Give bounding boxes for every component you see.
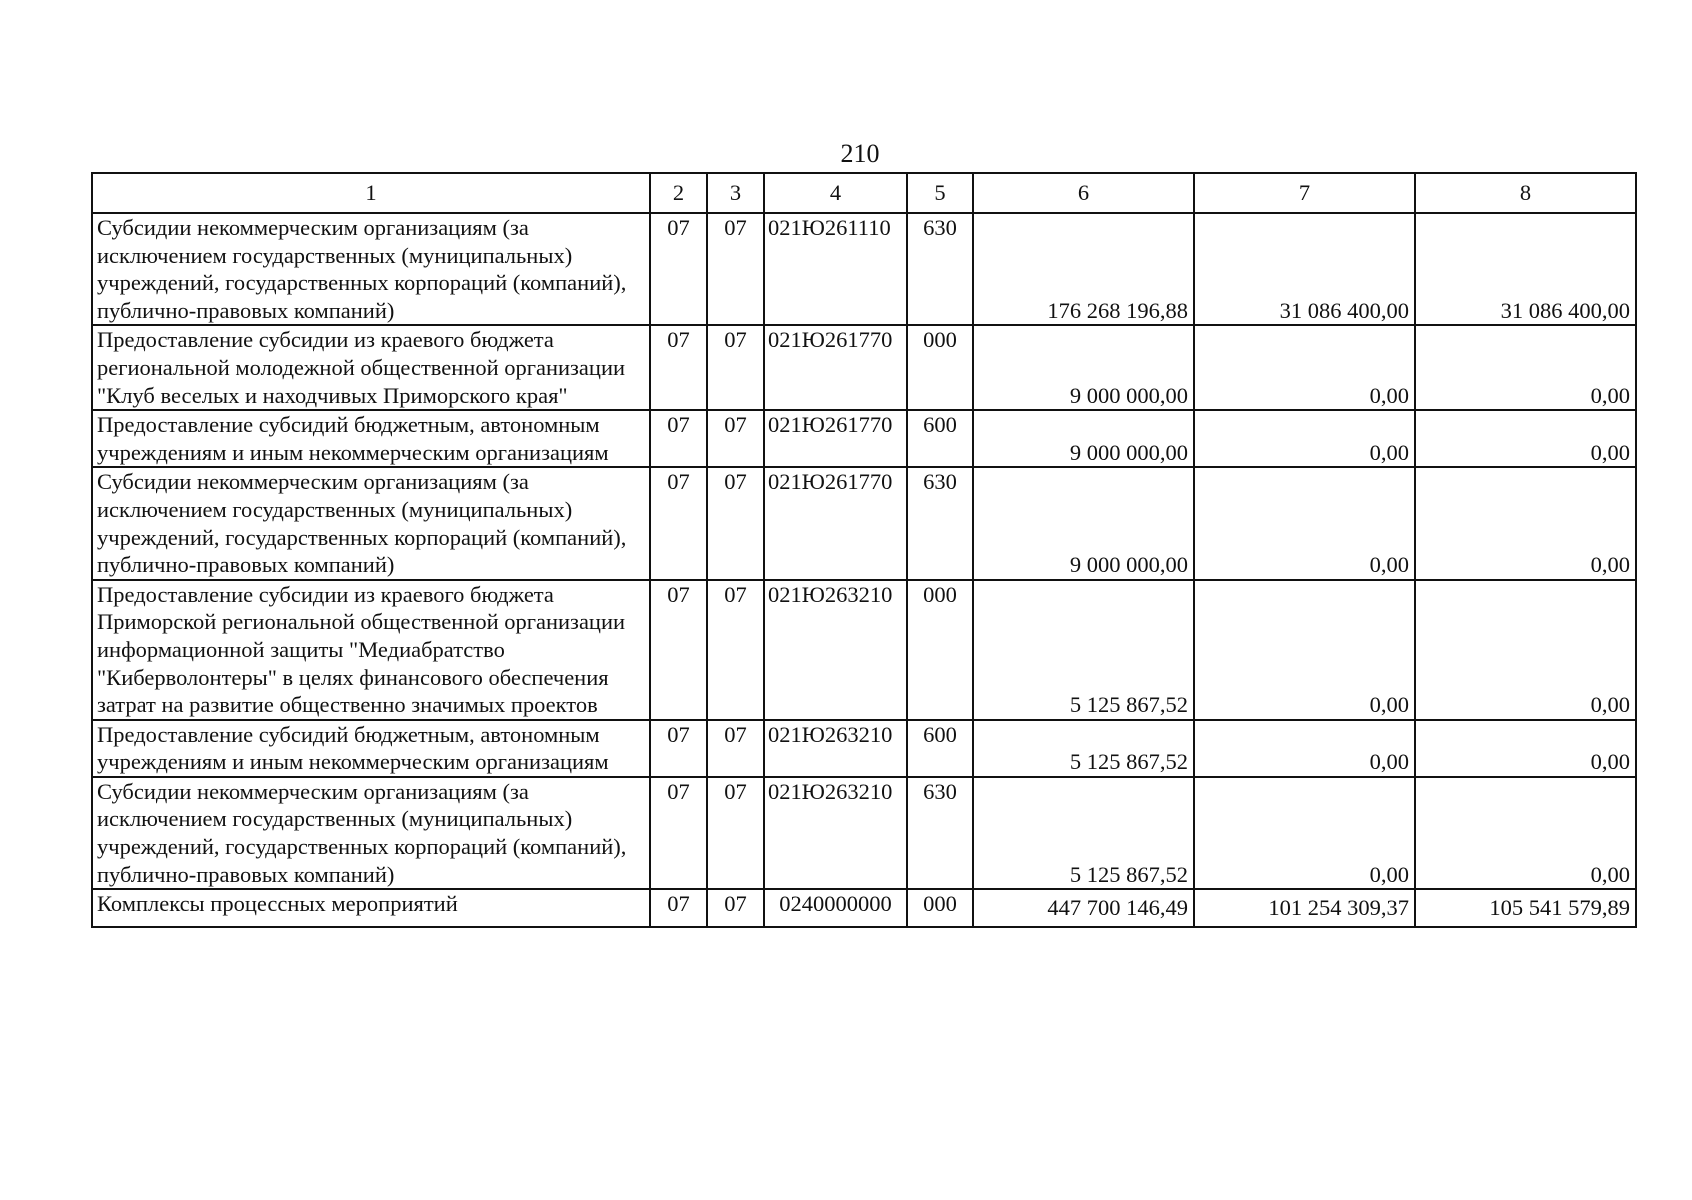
header-cell: 4 [764, 173, 907, 213]
row-description: Предоставление субсидии из краевого бюджета Приморской региональной общественной организации информационной защиты "Медиабратство "Киберволонтеры" в целях финансового обеспечения затрат на развитие общественно значимых проектов [92, 580, 650, 720]
table-row [92, 889, 1636, 927]
subsection-code: 07 [707, 325, 764, 410]
table-row [92, 720, 1636, 777]
target-article-code: 021Ю261770 [764, 325, 907, 410]
amount-col-7: 0,00 [1194, 720, 1415, 777]
amount-col-7: 101 254 309,37 [1194, 889, 1415, 927]
row-description: Субсидии некоммерческим организациям (за исключением государственных (муниципальных) учреждений, государственных корпораций (компаний), публично-правовых компаний) [92, 467, 650, 579]
amount-col-6: 9 000 000,00 [973, 325, 1194, 410]
header-row [92, 173, 1636, 213]
header-cell: 6 [973, 173, 1194, 213]
subsection-code: 07 [707, 213, 764, 325]
section-code: 07 [650, 720, 707, 777]
amount-col-8: 0,00 [1415, 580, 1636, 720]
target-article-code: 021Ю261770 [764, 467, 907, 579]
subsection-code: 07 [707, 410, 764, 467]
section-code: 07 [650, 889, 707, 927]
target-article-code: 021Ю261770 [764, 410, 907, 467]
page-number: 210 [840, 139, 880, 168]
budget-table [91, 172, 1637, 928]
subsection-code: 07 [707, 580, 764, 720]
table-row [92, 325, 1636, 410]
amount-col-8: 31 086 400,00 [1415, 213, 1636, 325]
target-article-code: 021Ю263210 [764, 580, 907, 720]
amount-col-8: 0,00 [1415, 467, 1636, 579]
amount-col-7: 0,00 [1194, 777, 1415, 889]
table-row [92, 213, 1636, 325]
header-cell: 1 [92, 173, 650, 213]
amount-col-8: 0,00 [1415, 777, 1636, 889]
amount-col-6: 9 000 000,00 [973, 410, 1194, 467]
section-code: 07 [650, 410, 707, 467]
header-cell: 7 [1194, 173, 1415, 213]
row-description: Комплексы процессных мероприятий [92, 889, 650, 927]
amount-col-6: 5 125 867,52 [973, 580, 1194, 720]
expense-type-code: 630 [907, 777, 973, 889]
table-row [92, 410, 1636, 467]
row-description: Субсидии некоммерческим организациям (за исключением государственных (муниципальных) учреждений, государственных корпораций (компаний), публично-правовых компаний) [92, 213, 650, 325]
expense-type-code: 000 [907, 325, 973, 410]
expense-type-code: 600 [907, 720, 973, 777]
expense-type-code: 630 [907, 213, 973, 325]
section-code: 07 [650, 580, 707, 720]
subsection-code: 07 [707, 889, 764, 927]
amount-col-6: 176 268 196,88 [973, 213, 1194, 325]
amount-col-7: 31 086 400,00 [1194, 213, 1415, 325]
subsection-code: 07 [707, 467, 764, 579]
header-cell: 8 [1415, 173, 1636, 213]
target-article-code: 021Ю263210 [764, 720, 907, 777]
target-article-code: 021Ю263210 [764, 777, 907, 889]
section-code: 07 [650, 213, 707, 325]
subsection-code: 07 [707, 720, 764, 777]
amount-col-7: 0,00 [1194, 580, 1415, 720]
amount-col-6: 5 125 867,52 [973, 720, 1194, 777]
expense-type-code: 000 [907, 580, 973, 720]
section-code: 07 [650, 325, 707, 410]
amount-col-6: 5 125 867,52 [973, 777, 1194, 889]
header-cell: 5 [907, 173, 973, 213]
table-row [92, 777, 1636, 889]
header-cell: 2 [650, 173, 707, 213]
amount-col-8: 0,00 [1415, 325, 1636, 410]
expense-type-code: 600 [907, 410, 973, 467]
header-cell: 3 [707, 173, 764, 213]
subsection-code: 07 [707, 777, 764, 889]
amount-col-8: 0,00 [1415, 410, 1636, 467]
table-row [92, 580, 1636, 720]
amount-col-6: 9 000 000,00 [973, 467, 1194, 579]
amount-col-8: 105 541 579,89 [1415, 889, 1636, 927]
row-description: Субсидии некоммерческим организациям (за исключением государственных (муниципальных) учреждений, государственных корпораций (компаний), публично-правовых компаний) [92, 777, 650, 889]
amount-col-6: 447 700 146,49 [973, 889, 1194, 927]
row-description: Предоставление субсидий бюджетным, автономным учреждениям и иным некоммерческим организациям [92, 410, 650, 467]
amount-col-7: 0,00 [1194, 325, 1415, 410]
row-description: Предоставление субсидии из краевого бюджета региональной молодежной общественной организации "Клуб веселых и находчивых Приморского края" [92, 325, 650, 410]
row-description: Предоставление субсидий бюджетным, автономным учреждениям и иным некоммерческим организациям [92, 720, 650, 777]
table-row [92, 467, 1636, 579]
target-article-code: 0240000000 [764, 889, 907, 927]
amount-col-7: 0,00 [1194, 467, 1415, 579]
amount-col-7: 0,00 [1194, 410, 1415, 467]
amount-col-8: 0,00 [1415, 720, 1636, 777]
section-code: 07 [650, 777, 707, 889]
expense-type-code: 630 [907, 467, 973, 579]
target-article-code: 021Ю261110 [764, 213, 907, 325]
expense-type-code: 000 [907, 889, 973, 927]
section-code: 07 [650, 467, 707, 579]
